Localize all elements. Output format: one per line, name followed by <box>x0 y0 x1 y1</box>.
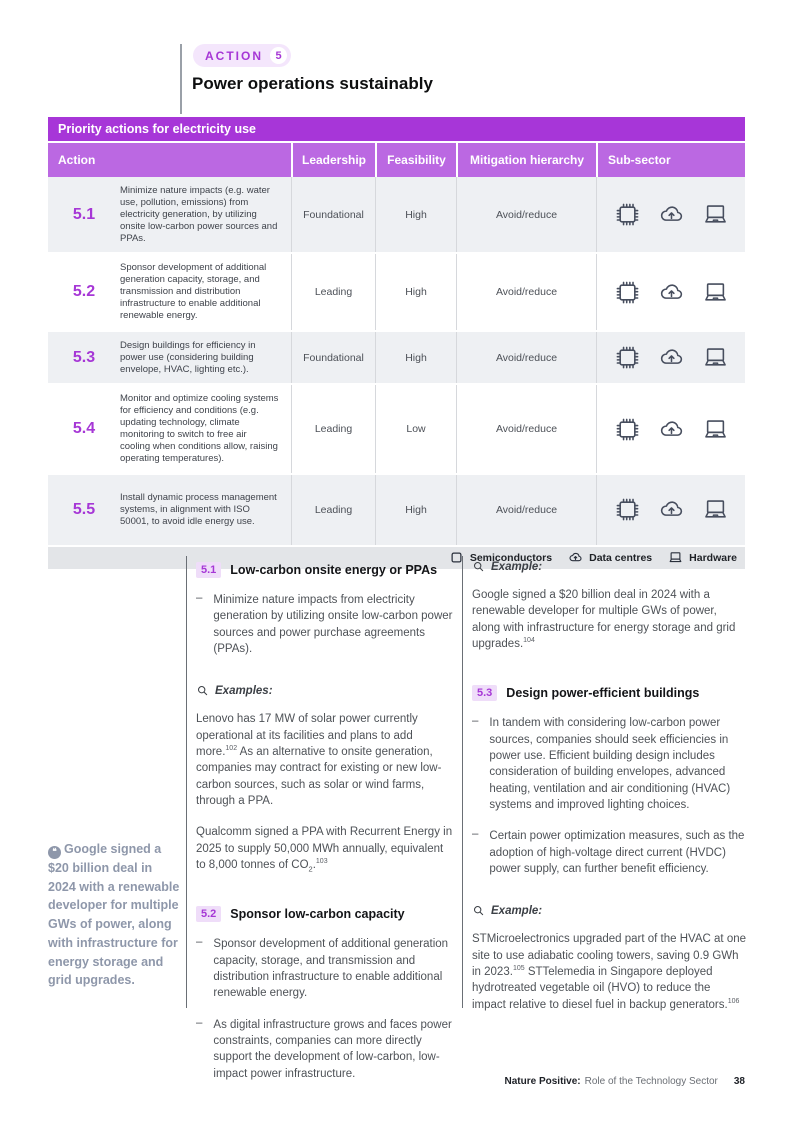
magnifier-icon <box>472 560 485 573</box>
section-title: Design power-efficient buildings <box>506 686 700 701</box>
page-number: 38 <box>733 1076 745 1087</box>
row-number: 5.4 <box>72 420 96 437</box>
action-badge-label: ACTION <box>205 48 263 63</box>
bullet-item <box>196 936 454 1001</box>
hierarchy-cell: Avoid/reduce <box>456 475 596 545</box>
feasibility-cell: High <box>375 254 456 329</box>
leadership-cell: Foundational <box>291 177 375 252</box>
bullet-text: Minimize nature impacts from electricity generation by utilizing onsite low-carbon power sources and power purchase agreements (PPAs). <box>213 594 453 655</box>
laptop-icon <box>702 201 729 228</box>
quote-icon: ❝ <box>48 846 61 859</box>
hierarchy-cell: Avoid/reduce <box>456 254 596 329</box>
action-cell: Minimize nature impacts (e.g. water use, pollution, emissions) from electricity generation, by utilizing onsite low-carbon power sources and PPAs. <box>120 185 278 244</box>
leadership-cell: Foundational <box>291 332 375 384</box>
chip-icon <box>614 201 641 228</box>
cloud-upload-icon <box>658 201 685 228</box>
section-number-badge: 5.1 <box>196 562 221 578</box>
right-column <box>472 556 746 1028</box>
action-cell: Design buildings for efficiency in power use (considering building envelope, HVAC, lighting etc.). <box>120 339 256 375</box>
section-number-badge: 5.3 <box>472 685 497 701</box>
bullet-item <box>196 592 454 657</box>
subsector-cell <box>596 177 745 252</box>
priority-actions-table <box>48 117 745 569</box>
table-row <box>48 254 745 331</box>
action-badge <box>193 44 291 67</box>
column-divider <box>462 556 463 1008</box>
footnote-ref: 105 <box>512 965 525 973</box>
bullet-text: Sponsor development of additional generation capacity, storage, and transmission and distribution infrastructure to enable additional renewable energy. <box>213 938 449 1000</box>
feasibility-cell: Low <box>375 385 456 472</box>
footnote-ref: 106 <box>727 997 740 1005</box>
action-cell: Monitor and optimize cooling systems for efficiency and conditions (e.g. updating technology, climate monitoring to switch to free air cooling when conditions allow, raising operating temperatures). <box>120 393 279 464</box>
leadership-cell: Leading <box>291 385 375 472</box>
bullet-text: In tandem with considering low-carbon power sources, companies should seek efficiencies in power use. Efficient building design includes consideration of building envelopes, advanced heating, ventilation and air conditioning (HVAC) systems and improved lighting choices. <box>489 717 731 811</box>
action-cell: Install dynamic process management systems, in alignment with ISO 50001, to avoid idle energy use. <box>120 491 277 527</box>
example-heading <box>472 904 746 917</box>
legend-label: Hardware <box>689 551 737 564</box>
example-label: Example: <box>491 560 543 573</box>
laptop-icon <box>702 279 729 306</box>
magnifier-icon <box>196 684 209 697</box>
leadership-cell: Leading <box>291 254 375 329</box>
pull-quote-text: Google signed a $20 billion deal in 2024 with a renewable developer for multiple GWs of power, along with infrastructure for energy storage and grid upgrades. <box>48 842 180 988</box>
paragraph: Qualcomm signed a PPA with Recurrent Energy in 2025 to supply 50,000 MWh annually, equivalent to 8,000 tonnes of $CO_2.^{103}$ <box>196 826 453 874</box>
section-5-3-heading <box>472 685 746 701</box>
column-header-leadership: Leadership <box>291 143 375 177</box>
section-5-1-heading <box>196 562 454 578</box>
section-number-badge: 5.2 <box>196 906 221 922</box>
cloud-upload-icon <box>658 416 685 443</box>
example-heading <box>472 560 746 573</box>
cloud-upload-icon <box>658 496 685 523</box>
row-number: 5.3 <box>72 348 96 366</box>
legend-label: Semiconductors <box>469 551 553 564</box>
middle-column <box>196 556 454 1097</box>
cloud-upload-icon <box>658 279 685 306</box>
footnote-ref: 104 <box>523 637 535 645</box>
page-title: Power operations sustainably <box>192 74 433 93</box>
table-row <box>48 332 745 386</box>
paragraph: Google signed a $20 billion deal in 2024 with a renewable developer for multiple GWs of power, along with infrastructure for energy storage and grid upgrades.$^{104}$ <box>472 589 736 650</box>
hierarchy-cell: Avoid/reduce <box>456 385 596 472</box>
row-number: 5.2 <box>72 283 96 301</box>
section-5-2-heading <box>196 906 454 922</box>
paragraph: STMicroelectronics upgraded part of the HVAC at one site to use adiabatic cooling towers, saving 0.9 GWh in 2023.$^{105}$ STTelemedia in Singapore deployed hydrotreated vegetable oil (HVO) to reduce the impact relative to diesel fuel in backup generators.$^{106}$ <box>472 933 747 1011</box>
table-row <box>48 385 745 474</box>
chip-icon <box>614 344 641 371</box>
table-title: Priority actions for electricity use <box>48 117 745 141</box>
bullet-text: Certain power optimization measures, such as the adoption of high-voltage direct current (HVDC) power supply, can further benefit efficiency. <box>489 830 745 875</box>
chip-icon <box>614 416 641 443</box>
bullet-item <box>472 828 746 877</box>
footnote-ref: 103 <box>315 858 328 866</box>
action-badge-number: 5 <box>270 47 287 64</box>
feasibility-cell: High <box>375 475 456 545</box>
footer-subtitle: Role of the Technology Sector <box>584 1076 718 1087</box>
header-vertical-rule <box>180 44 182 114</box>
feasibility-cell: High <box>375 332 456 384</box>
column-header-hierarchy: Mitigation hierarchy <box>456 143 596 177</box>
subsector-cell <box>596 385 745 472</box>
bullet-dash: – <box>472 828 479 841</box>
subsector-cell <box>596 254 745 329</box>
page-footer <box>505 1076 746 1087</box>
column-header-action: Action <box>58 153 96 167</box>
bullet-item <box>472 715 746 813</box>
subscript: 2 <box>308 864 313 874</box>
section-title: Sponsor low-carbon capacity <box>230 907 405 922</box>
table-header-row <box>48 143 745 177</box>
bullet-dash: – <box>472 715 479 728</box>
examples-label: Examples: <box>215 684 273 697</box>
examples-heading <box>196 684 454 697</box>
bullet-text: As digital infrastructure grows and faces power constraints, companies can more directly support the development of low-carbon, low-impact power infrastructure. <box>213 1018 452 1080</box>
footnote-ref: 102 <box>225 745 238 753</box>
pull-quote <box>48 840 180 990</box>
row-number: 5.5 <box>72 500 96 518</box>
chip-icon <box>614 279 641 306</box>
paragraph: Lenovo has 17 MW of solar power currently operational at its facilities and plans to add more.$^{102}$ As an alternative to onsite generation, companies may contract for existing or new low-carbon sources, such as solar or wind farms, through a PPA. <box>196 713 442 807</box>
table-row <box>48 475 745 547</box>
bullet-dash: – <box>196 1016 203 1029</box>
table-row <box>48 177 745 254</box>
hierarchy-cell: Avoid/reduce <box>456 332 596 384</box>
leadership-cell: Leading <box>291 475 375 545</box>
laptop-icon <box>702 416 729 443</box>
hierarchy-cell: Avoid/reduce <box>456 177 596 252</box>
subsector-cell <box>596 332 745 384</box>
chip-icon <box>614 496 641 523</box>
cloud-upload-icon <box>658 344 685 371</box>
feasibility-cell: High <box>375 177 456 252</box>
bullet-item <box>196 1017 454 1082</box>
column-divider <box>186 556 187 1008</box>
column-header-subsector: Sub-sector <box>596 143 745 177</box>
magnifier-icon <box>472 904 485 917</box>
legend-label: Data centres <box>589 551 653 564</box>
action-cell: Sponsor development of additional generation capacity, storage, and transmission and distribution infrastructure to enable additional renewable energy. <box>120 262 267 321</box>
example-label: Example: <box>491 904 543 917</box>
bullet-dash: – <box>196 592 203 604</box>
subsector-cell <box>596 475 745 545</box>
laptop-icon <box>702 496 729 523</box>
laptop-icon <box>702 344 729 371</box>
bullet-dash: – <box>196 936 203 949</box>
row-number: 5.1 <box>72 205 96 223</box>
section-title: Low-carbon onsite energy or PPAs <box>230 563 438 577</box>
footer-brand: Nature Positive: <box>504 1076 581 1087</box>
column-header-feasibility: Feasibility <box>375 143 456 177</box>
